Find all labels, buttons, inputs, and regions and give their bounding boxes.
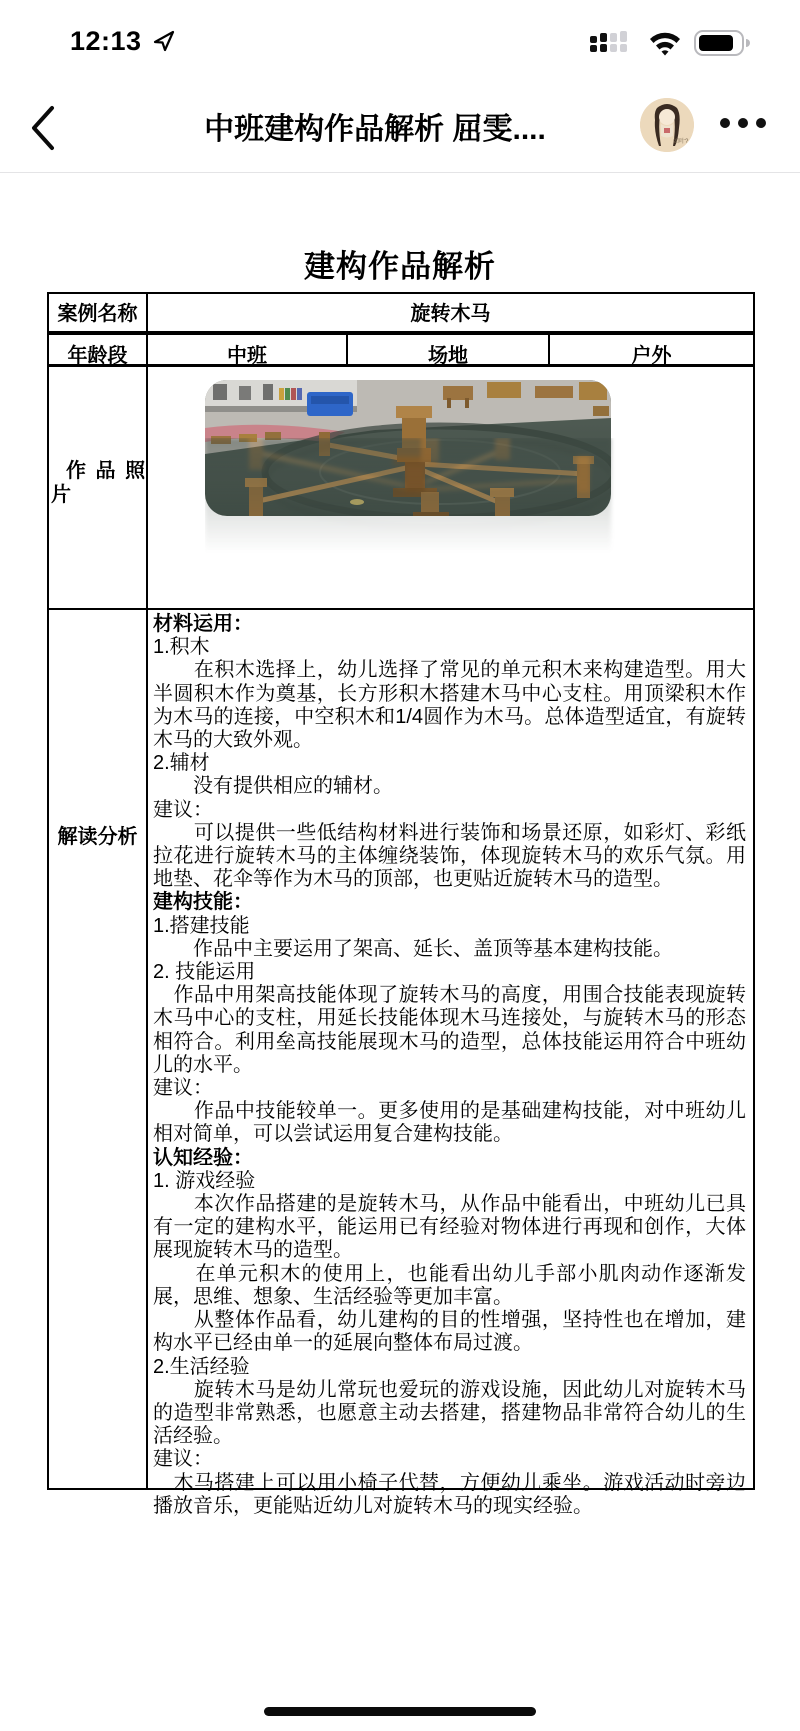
back-button[interactable] <box>26 102 60 154</box>
wifi-icon <box>648 31 682 56</box>
ellipsis-icon <box>756 118 766 128</box>
photo-cell <box>148 367 753 608</box>
age-group-value: 中班 <box>148 335 348 364</box>
analysis-paragraph: 旋转木马是幼儿常玩也爱玩的游戏设施，因此幼儿对旋转木马的造型非常熟悉，也愿意主动去搭建，搭建物品非常符合幼儿的生活经验。 <box>153 1378 746 1448</box>
cellular-signal-icon <box>590 31 636 55</box>
ellipsis-icon <box>738 118 748 128</box>
analysis-paragraph: 木马搭建上可以用小椅子代替，方便幼儿乘坐。游戏活动时旁边播放音乐，更能贴近幼儿对旋转木马的现实经验。 <box>153 1471 746 1517</box>
status-icons <box>590 30 752 56</box>
analysis-paragraph: 1. 游戏经验 <box>153 1169 256 1192</box>
analysis-paragraph: 2.辅材 <box>153 752 210 775</box>
analysis-label: 解读分析 <box>49 610 148 1488</box>
table-row-case <box>49 294 753 335</box>
document-page <box>0 173 800 1517</box>
analysis-text <box>148 610 753 1517</box>
photo-reflection <box>205 438 753 574</box>
page-title: 建构作品解析 <box>304 249 496 284</box>
location-arrow-icon <box>152 29 176 53</box>
cartoon-girl-avatar-icon <box>640 98 694 152</box>
analysis-paragraph: 建议： <box>153 1448 213 1471</box>
analysis-paragraph: 建构技能： <box>153 891 253 914</box>
analysis-table <box>47 292 755 1517</box>
analysis-paragraph: 在积木选择上，幼儿选择了常见的单元积木来构建造型。用大半圆积木作为奠基，长方形积木搭建木马中心支柱。用顶梁积木作为木马的连接，中空积木和1/4圆作为木马。总体造型适宜，有旋转木马的大致外观。 <box>153 659 746 752</box>
analysis-paragraph: 1.积木 <box>153 636 210 659</box>
more-options-button[interactable] <box>720 118 766 128</box>
document-window-title: 中班建构作品解析 屈雯.... <box>204 113 546 146</box>
avatar[interactable] <box>640 98 694 152</box>
table-row-meta <box>49 335 753 367</box>
analysis-paragraph: 作品中主要运用了架高、延长、盖顶等基本建构技能。 <box>153 937 673 960</box>
site-value: 户外 <box>631 345 672 367</box>
photo-label-line: 片 <box>51 483 73 506</box>
photo-label <box>49 367 148 608</box>
ellipsis-icon <box>720 118 730 128</box>
analysis-paragraph: 本次作品搭建的是旋转木马，从作品中能看出，中班幼儿已具有一定的建构水平，能运用已有经验对物体进行再现和创作，大体展现旋转木马的造型。 <box>153 1193 746 1262</box>
status-bar <box>0 20 800 72</box>
analysis-paragraph: 1.搭建技能 <box>153 914 250 937</box>
table-row-photo <box>49 367 753 610</box>
analysis-paragraph: 材料运用： <box>153 613 253 635</box>
analysis-paragraph: 2.生活经验 <box>153 1355 250 1378</box>
analysis-paragraph: 2. 技能运用 <box>153 961 256 984</box>
svg-text:如叶?: 如叶? <box>673 139 689 145</box>
photo-label-line: 作 品 照 <box>66 459 148 482</box>
table-row-analysis <box>49 610 753 1517</box>
case-name-value: 旋转木马 <box>410 303 491 325</box>
analysis-paragraph: 建议： <box>153 1077 213 1100</box>
case-name-label: 案例名称 <box>49 294 148 331</box>
analysis-paragraph: 作品中技能较单一。更多使用的是基础建构技能，对中班幼儿相对简单，可以尝试运用复合建构技能。 <box>153 1100 746 1146</box>
analysis-paragraph: 从整体作品看，幼儿建构的目的性增强，坚持性也在增加，建构水平已经由单一的延展向整体布局过渡。 <box>153 1309 746 1355</box>
analysis-paragraph: 在单元积木的使用上，也能看出幼儿手部小肌肉动作逐渐发展，思维、想象、生活经验等更加丰富。 <box>153 1262 746 1308</box>
analysis-paragraph: 没有提供相应的辅材。 <box>153 775 393 798</box>
battery-icon <box>694 30 752 56</box>
home-indicator[interactable] <box>264 1707 536 1716</box>
analysis-paragraph: 建议： <box>153 798 213 821</box>
age-group-label: 年龄段 <box>49 335 148 364</box>
analysis-paragraph: 认知经验： <box>153 1146 253 1169</box>
chevron-left-icon <box>26 102 60 154</box>
analysis-paragraph: 作品中用架高技能体现了旋转木马的高度，用围合技能表现旋转木马中心的支柱，用延长技能体现木马连接处，与旋转木马的形态相符合。利用垒高技能展现木马的造型，总体技能运用符合中班幼儿的水平。 <box>153 984 746 1076</box>
site-label: 场地 <box>348 335 550 364</box>
analysis-paragraph: 可以提供一些低结构材料进行装饰和场景还原，如彩灯、彩纸拉花进行旋转木马的主体缠绕装饰，体现旋转木马的欢乐气氛。用地垫、花伞等作为木马的顶部，也更贴近旋转木马的造型。 <box>153 821 746 891</box>
nav-bar <box>0 86 800 170</box>
clock: 12:13 <box>70 26 142 56</box>
